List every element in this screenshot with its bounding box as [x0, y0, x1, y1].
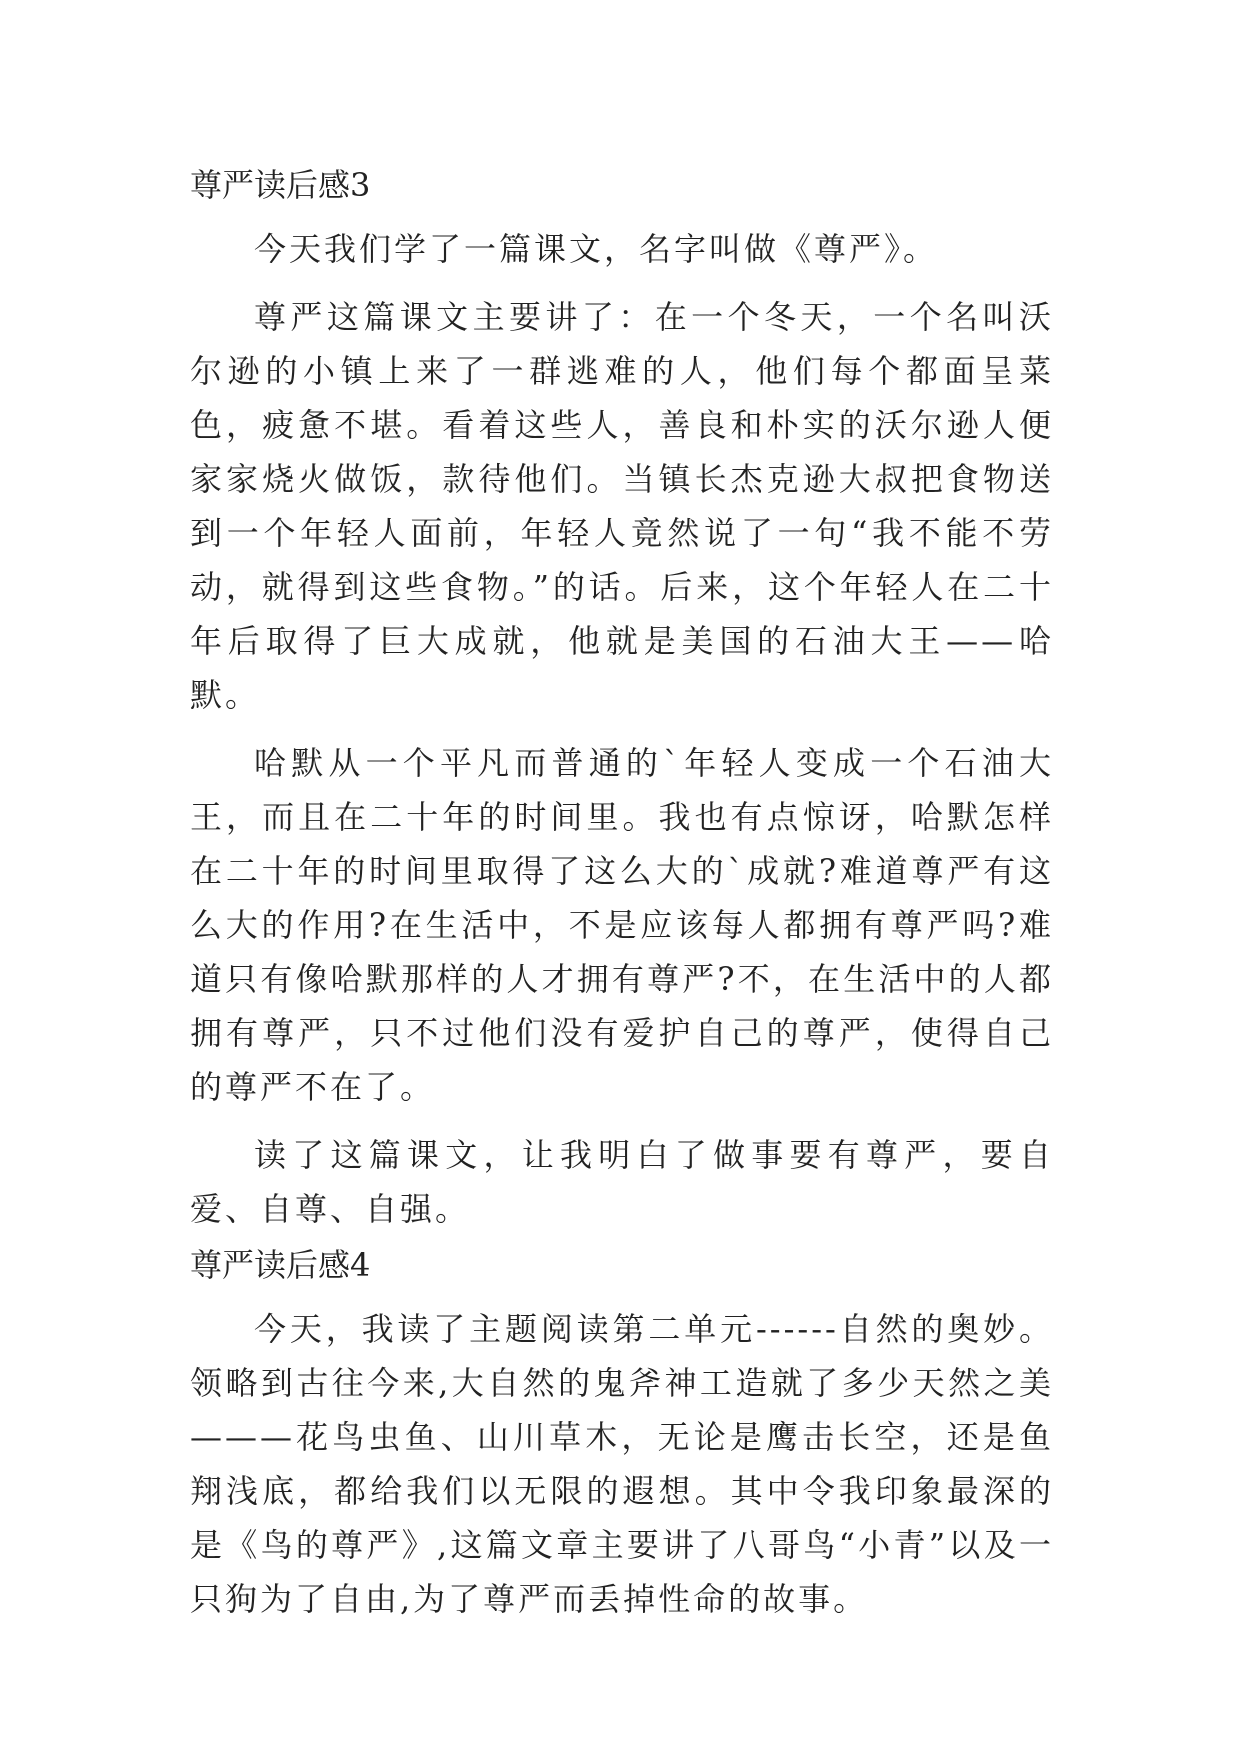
paragraph: 今天，我读了主题阅读第二单元------自然的奥妙。领略到古往今来,大自然的鬼斧神工造就了多少天然之美———花鸟虫鱼、山川草木，无论是鹰击长空，还是鱼翔浅底，都给我们以无限的遐想。其中令我印象最深的是《鸟的尊严》,这篇文章主要讲了八哥鸟“小青”以及一只狗为了自由,为了尊严而丢掉性命的故事。 [190, 1310, 1054, 1618]
section-heading: 尊严读后感3 [190, 166, 371, 204]
section-heading: 尊严读后感4 [190, 1246, 371, 1284]
paragraph: 尊严这篇课文主要讲了：在一个冬天，一个名叫沃尔逊的小镇上来了一群逃难的人，他们每个都面呈菜色，疲惫不堪。看着这些人，善良和朴实的沃尔逊人便家家烧火做饭，款待他们。当镇长杰克逊大叔把食物送到一个年轻人面前，年轻人竟然说了一句“我不能不劳动，就得到这些食物。”的话。后来，这个年轻人在二十年后取得了巨大成就，他就是美国的石油大王——哈默。 [190, 298, 1054, 714]
paragraph: 哈默从一个平凡而普通的`年轻人变成一个石油大王，而且在二十年的时间里。我也有点惊讶，哈默怎样在二十年的时间里取得了这么大的`成就?难道尊严有这么大的作用?在生活中，不是应该每人都拥有尊严吗?难道只有像哈默那样的人才拥有尊严?不，在生活中的人都拥有尊严，只不过他们没有爱护自己的尊严，使得自己的尊严不在了。 [190, 744, 1054, 1106]
paragraph: 读了这篇课文，让我明白了做事要有尊严，要自爱、自尊、自强。 [190, 1136, 1054, 1228]
paragraph: 今天我们学了一篇课文，名字叫做《尊严》。 [254, 230, 939, 268]
document-body [190, 160, 1054, 1626]
